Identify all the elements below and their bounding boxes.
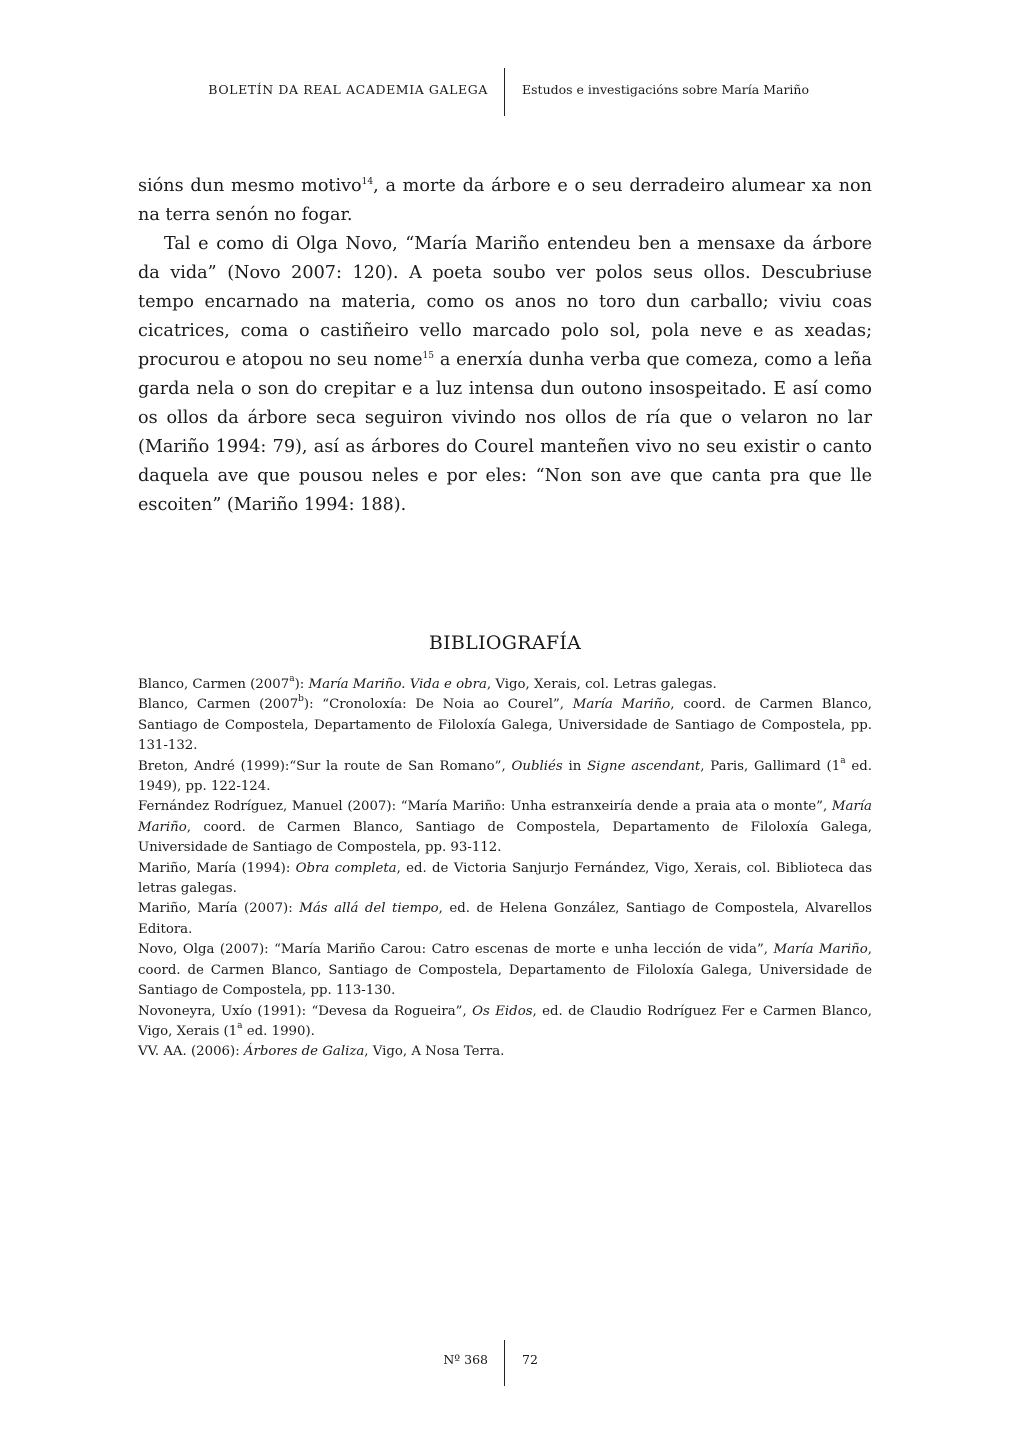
bibliography-heading: BIBLIOGRAFÍA (428, 632, 582, 654)
bibliography-entry: VV. AA. (2006): Árbores de Galiza, Vigo, A Nosa Terra. (138, 1044, 505, 1060)
bibliography-entry: Mariño, María (2007): Más allá del tiempo, ed. de Helena González, Santiago de Compostela, Alvarellos Editora. (138, 901, 872, 937)
page-number: 72 (522, 1352, 538, 1367)
footnote-ref-14[interactable]: 14 (361, 177, 374, 187)
paragraph-2: Tal e como di Olga Novo, “María Mariño entendeu ben a mensaxe da árbore da vida” (Novo 2007: 120). A poeta soubo ver polos seus ollos. Descubriuse tempo encarnado na materia, como os anos no toro dun carballo; viviu coas cicatrices, coma o castiñeiro vello marcado polo sol, pola neve e as xeadas; procurou e atopou no seu nome$^{15}$ a enerxía dunha verba que comeza, como a leña garda nela o son do crepitar e a luz intensa dun outono insospeitado. E así como os ollos da árbore seca seguiron vivindo nos ollos de ría que o velaron no lar (Mariño 1994: 79), así as árbores do Courel manteñen vivo no seu existir o canto daquela ave que pousou neles e por eles: “Non son ave que canta pra que lle escoiten” (Mariño 1994: 188). (138, 234, 872, 515)
bibliography-entry: Blanco, Carmen (2007$^b$): “Cronoloxía: De Noia ao Courel”, María Mariño, coord. de Carmen Blanco, Santiago de Compostela, Departamento de Filoloxía Galega, Universidade de Santiago de Compostela, pp. 131-132. (138, 694, 872, 754)
section-title: Estudos e investigacións sobre María Mariño (522, 82, 809, 97)
journal-title: BOLETÍN DA REAL ACADEMIA GALEGA (208, 82, 488, 97)
bibliography-entry: Breton, André (1999):“Sur la route de San Romano”, Oubliés in Signe ascendant, Paris, Gallimard (1$^a$ ed. 1949), pp. 122-124. (138, 755, 873, 795)
bibliography-list (138, 675, 872, 1063)
footer-divider (504, 1340, 505, 1386)
bibliography-entry: Blanco, Carmen (2007$^a$): María Mariño. Vida e obra, Vigo, Xerais, col. Letras galegas. (138, 674, 717, 692)
bibliography-entry: Fernández Rodríguez, Manuel (2007): “María Mariño: Unha estranxeiría dende a praia ata o monte”, María Mariño, coord. de Carmen Blanco, Santiago de Compostela, Departamento de Filoloxía Galega, Universidade de Santiago de Compostela, pp. 93-112. (138, 799, 872, 856)
header-divider (504, 68, 505, 116)
bibliography-entry: Novo, Olga (2007): “María Mariño Carou: Catro escenas de morte e unha lección de vida”, María Mariño, coord. de Carmen Blanco, Santiago de Compostela, Departamento de Filoloxía Galega, Universidade de Santiago de Compostela, pp. 113-130. (138, 942, 872, 999)
footnote-ref-15[interactable]: 15 (422, 351, 434, 361)
issue-number: Nº 368 (443, 1352, 488, 1367)
bibliography-entry: Mariño, María (1994): Obra completa, ed. de Victoria Sanjurjo Fernández, Vigo, Xerais, col. Biblioteca das letras galegas. (138, 860, 873, 897)
body-text (138, 172, 872, 520)
paragraph-1: sións dun mesmo motivo$^{14}$, a morte da árbore e o seu derradeiro alumear xa non na terra senón no fogar. (138, 176, 872, 225)
bibliography-entry: Novoneyra, Uxío (1991): “Devesa da Rogueira”, Os Eidos, ed. de Claudio Rodríguez Fer e Carmen Blanco, Vigo, Xerais (1$^a$ ed. 1990). (138, 1003, 872, 1039)
